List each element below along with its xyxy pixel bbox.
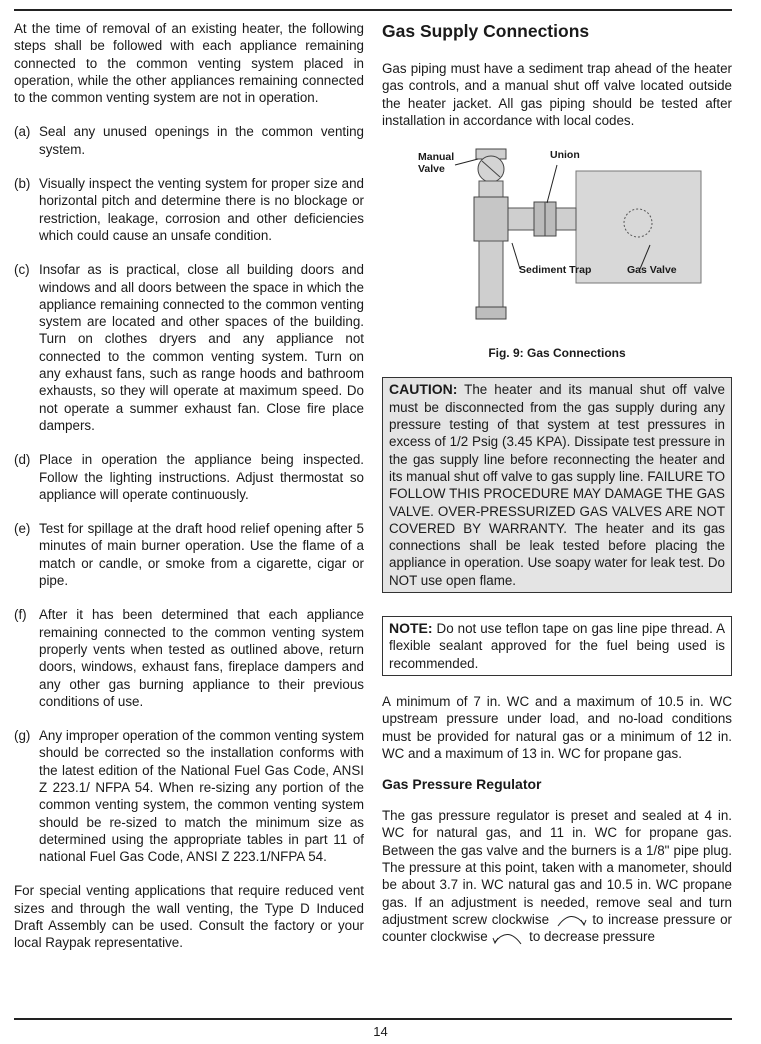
step-letter: (e) <box>14 521 31 537</box>
step-d <box>14 451 364 503</box>
sediment-trap-pipe <box>479 241 503 307</box>
step-letter: (a) <box>14 124 31 140</box>
label-manual-valve: Manual Valve <box>418 151 455 176</box>
step-c <box>14 261 364 434</box>
step-letter: (b) <box>14 176 31 192</box>
note-box <box>382 616 732 676</box>
step-text: Place in operation the appliance being inspected. Follow the lighting instructions. Adjust thermostat so appliance will operate continuously. <box>39 452 364 502</box>
step-g <box>14 727 364 865</box>
gas-piping-paragraph: Gas piping must have a sediment trap ahead of the heater gas controls, and a manual shut off valve located outside the heater jacket. All gas piping should be tested after installation in accordance with local codes. <box>382 61 732 128</box>
counterclockwise-arrow-icon <box>491 930 525 946</box>
section-title: Gas Supply Connections <box>382 21 590 41</box>
caution-text: The heater and its manual shut off valve must be disconnected from the gas supply during any pressure testing of that system at test pressures in excess of 1/2 Psig (3.45 KPA). Dissipate test pressure in the gas supply line before reconnecting the heater and its manual shut off valve to gas supply line. FAILURE TO FOLLOW THIS PROCEDURE MAY DAMAGE THE GAS VALVE. OVER-PRESSURIZED GAS VALVES ARE NOT COVERED BY WARRANTY. The heater and its gas connections shall be leak tested before placing the appliance in operation. Use soapy water for leak test. Do NOT use open flame. <box>389 382 725 588</box>
regulator-text-main: The gas pressure regulator is preset and sealed at 4 in. WC for natural gas, and 11 in. WC for propane gas. Between the gas valve and the burners is a 1/8" pipe plug. The pressure at this point, taken with a manometer, should be about 3.7 in. WC natural gas and 10.5 in. WC propane gas. If an adjustment is needed, remove seal and turn adjustment screw clockwise <box>382 808 732 927</box>
regulator-to-1: to <box>592 911 604 927</box>
caution-keyword: CAUTION: <box>389 381 458 398</box>
step-letter: (g) <box>14 728 31 744</box>
label-gas-valve: Gas Valve <box>627 264 677 277</box>
step-letter: (d) <box>14 452 31 468</box>
label-union: Union <box>550 149 580 162</box>
step-text: Any improper operation of the common venting system should be corrected so the installation conforms with the latest edition of the National Fuel Gas Code, ANSI Z 223.1/ NFPA 54. When re-sizing any portion of the common venting system, the common venting system should be re-sized to match the minimum size as determined using the appropriate tables in part 11 of national Fuel Gas Code, ANSI Z 223.1/NFPA 54. <box>39 728 364 865</box>
supply-pipe-upper <box>479 181 503 199</box>
left-column <box>14 20 364 952</box>
regulator-text-mid: increase pressure or counter clockwise <box>382 911 732 945</box>
label-sediment-trap: Sediment Trap <box>519 264 592 277</box>
top-rule <box>14 9 732 11</box>
venting-intro-paragraph: At the time of removal of an existing heater, the following steps shall be followed with each appliance remaining connected to the common venting system placed in operation, while the other appliances remaining connected to the common venting system are not in operation. <box>14 21 364 106</box>
caution-box <box>382 377 732 593</box>
regulator-title: Gas Pressure Regulator <box>382 776 542 793</box>
step-text: Visually inspect the venting system for proper size and horizontal pitch and determine there is no blockage or restriction, leakage, corrosion and other deficiencies which could cause an unsafe condition. <box>39 176 364 243</box>
step-f <box>14 606 364 710</box>
step-b <box>14 175 364 244</box>
tee-fitting <box>474 197 508 241</box>
step-text: After it has been determined that each appliance remaining connected to the common venting system properly vents when tested as outlined above, return doors, windows, exhaust fans, fireplace dampers and any other gas burning appliance to their previous conditions of use. <box>39 607 364 709</box>
pressure-paragraph: A minimum of 7 in. WC and a maximum of 10.5 in. WC upstream pressure under load, and no-load conditions must be provided for natural gas or a minimum of 12 in. WC and a maximum of 13 in. WC for propane gas. <box>382 693 732 761</box>
union-leader <box>547 165 557 203</box>
figure-caption: Fig. 9: Gas Connections <box>488 346 626 361</box>
step-text: Seal any unused openings in the common venting system. <box>39 124 364 157</box>
regulator-to-2: to decrease pressure <box>529 929 655 945</box>
step-e <box>14 520 364 589</box>
note-text: Do not use teflon tape on gas line pipe thread. A flexible sealant approved for the fuel being used is recommended. <box>389 621 725 671</box>
right-column <box>382 20 732 946</box>
step-letter: (c) <box>14 262 30 278</box>
step-text: Test for spillage at the draft hood relief opening after 5 minutes of main burner operation. Use the flame of a match or candle, or smoke from a cigarette, cigar or pipe. <box>39 521 364 589</box>
step-letter: (f) <box>14 607 27 623</box>
special-venting-paragraph: For special venting applications that require reduced vent sizes and through the wall venting, the Type D Induced Draft Assembly can be used. Consult the factory or your local Raypak representative. <box>14 883 364 951</box>
regulator-paragraph <box>382 807 732 946</box>
clockwise-arrow-icon <box>554 912 588 928</box>
note-keyword: NOTE: <box>389 620 433 637</box>
step-text: Insofar as is practical, close all building doors and windows and all doors between the space in which the appliance remaining connected to the common venting system are located and other spaces of the building. Turn on clothes dryers and any appliance not connected to the common venting system. Turn on any exhaust fans, such as range hoods and bathroom exhausts, so they will operate at maximum speed. Do not operate a summer exhaust fan. Close fire place dampers. <box>39 262 364 433</box>
step-a <box>14 123 364 158</box>
page-number: 14 <box>373 1024 388 1039</box>
gas-connections-figure <box>382 141 732 341</box>
sediment-trap-cap <box>476 307 506 319</box>
bottom-rule <box>14 1018 732 1020</box>
